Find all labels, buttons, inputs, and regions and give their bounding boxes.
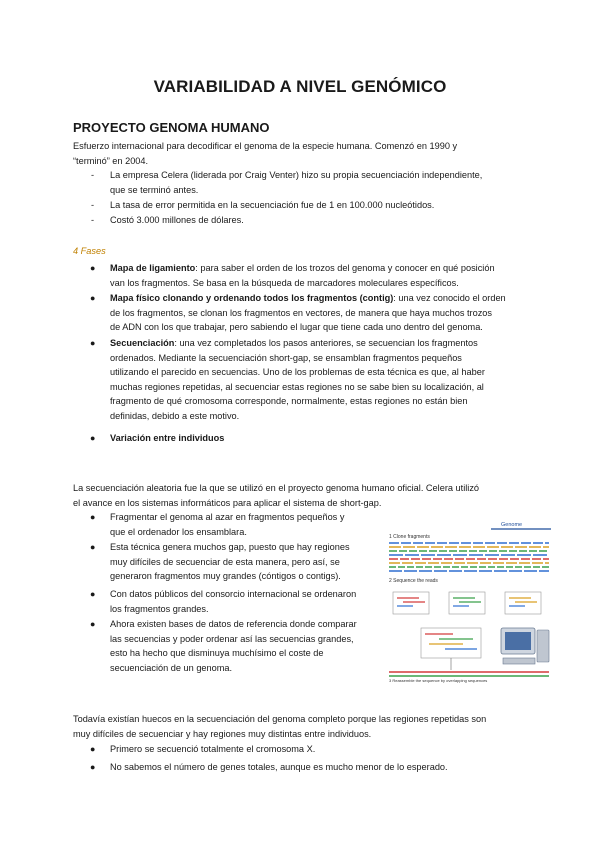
computer-icon <box>501 628 549 664</box>
text-line: “terminó” en 2004. <box>73 155 149 166</box>
section-title: PROYECTO GENOMA HUMANO <box>73 120 270 135</box>
fases-label: 4 Fases <box>73 246 106 256</box>
figure-label-step2: 2 Sequence the reads <box>389 578 438 584</box>
figure-label-step1: 1 Clone fragments <box>389 534 430 540</box>
text-line: que se terminó antes. <box>110 184 199 195</box>
bullet-marker: ● <box>90 589 96 599</box>
bullet-marker: ● <box>90 433 96 443</box>
aleatoria-paragraph <box>73 481 533 510</box>
text-line: muy difíciles de secuenciar y hay regiones muy distintas entre individuos. <box>73 728 372 739</box>
text-line: el avance en los sistemas informáticos para aplicar el sistema de short-gap. <box>73 497 382 508</box>
text-line: van los fragmentos. Se basa en la búsqueda de marcadores moleculares específicos. <box>110 277 459 288</box>
dash-marker: - <box>91 215 95 225</box>
text-line: las secuencias y poder ordenar así las secuencias grandes, <box>110 633 354 644</box>
bullet-marker: ● <box>90 263 96 273</box>
intro-paragraph <box>73 139 525 168</box>
fase-name: Mapa físico clonando y ordenando todos los fragmentos (contig) <box>110 293 394 303</box>
fase-name: Variación entre individuos <box>110 433 225 443</box>
text-line: que el ordenador los ensamblara. <box>110 526 247 537</box>
bullet-marker: ● <box>90 542 96 552</box>
text-line: Primero se secuenció totalmente el cromosoma X. <box>110 744 316 754</box>
sequencing-figure <box>383 516 553 684</box>
page-title: VARIABILIDAD A NIVEL GENÓMICO <box>153 77 447 96</box>
dash-marker: - <box>91 170 95 180</box>
text-line: Todavía existían huecos en la secuenciación del genoma completo porque las regiones repetidas son <box>73 714 487 724</box>
text-line: Costó 3.000 millones de dólares. <box>110 215 244 225</box>
text-line: No sabemos el número de genes totales, aunque es mucho menor de lo esperado. <box>110 762 448 772</box>
bullet-marker: ● <box>90 293 96 303</box>
text-line: de ADN con los que trabajar, pero sabiendo el lugar que tiene cada uno dentro del genoma. <box>110 322 483 333</box>
text-line: La tasa de error permitida en la secuenciación fue de 1 en 100.000 nucleótidos. <box>110 200 435 210</box>
fase-text: : para saber el orden de los trozos del genoma y conocer en qué posición <box>195 263 495 273</box>
text-line: ordenados. Mediante la secuenciación short-gap, se ensamblan fragmentos pequeños <box>110 352 462 363</box>
figure-label-genome: Genome <box>501 522 523 528</box>
text-line: utilizando el parecido en secuencias. Uno de los problemas de esta técnica es que, al haber <box>110 367 485 378</box>
bullet-marker: ● <box>90 744 96 754</box>
text-line: generaron fragmentos muy grandes (cóntigos o contigs). <box>110 571 341 582</box>
text-line: muchas regiones repetidas, al secuenciar estas regiones no se sabe bien su localización, al <box>110 381 484 392</box>
huecos-paragraph <box>73 712 533 741</box>
figure-label-step3: 3 Reassemble the sequence by overlapping sequences <box>389 678 488 683</box>
text-line: fragmento de qué cromosoma corresponde, normalmente, estas regiones no están bien <box>110 396 468 407</box>
bullet-marker: ● <box>90 338 96 348</box>
text-line: Fragmentar el genoma al azar en fragmentos pequeños y <box>110 512 345 522</box>
text-line: Esfuerzo internacional para decodificar el genoma de la especie humana. Comenzó en 1990 y <box>73 141 458 151</box>
text-line: los fragmentos grandes. <box>110 603 209 614</box>
text-line: Esta técnica genera muchos gap, puesto que hay regiones <box>110 542 350 552</box>
text-line: definidas, debido a este motivo. <box>110 410 240 421</box>
fase-name: Mapa de ligamiento <box>110 263 196 273</box>
text-line: La secuenciación aleatoria fue la que se utilizó en el proyecto genoma humano oficial. Celera utilizó <box>73 483 480 493</box>
text-line: esto ha hecho que disminuya muchísimo el coste de <box>110 648 324 659</box>
text-line: muy difíciles de secuenciar de esta manera, pero así, se <box>110 556 340 567</box>
bullet-marker: ● <box>90 512 96 522</box>
text-line: Ahora existen bases de datos de referencia donde comparar <box>110 619 357 629</box>
text-line: La empresa Celera (liderada por Craig Venter) hizo su propia secuenciación independiente, <box>110 170 483 180</box>
bullet-marker: ● <box>90 619 96 629</box>
fase-text: : una vez conocido el orden <box>393 293 506 303</box>
bullet-marker: ● <box>90 762 96 772</box>
dash-marker: - <box>91 200 95 210</box>
fase-text: : una vez completados los pasos anteriores, se secuencian los fragmentos <box>174 338 478 348</box>
text-line: secuenciación de un genoma. <box>110 662 233 673</box>
fase-name: Secuenciación <box>110 338 175 348</box>
text-line: de los fragmentos, se clonan los fragmentos en vectores, de manera que haya muchos trozos <box>110 307 492 318</box>
read-boxes <box>393 592 541 614</box>
text-line: Con datos públicos del consorcio internacional se ordenaron <box>110 589 357 599</box>
